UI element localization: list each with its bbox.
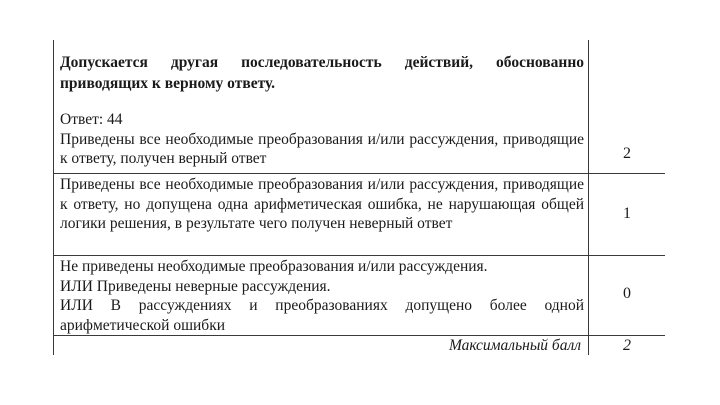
max-score-value: 2 xyxy=(623,337,631,354)
criteria-row-1 xyxy=(60,175,584,234)
max-score-label: Максимальный балл xyxy=(448,337,581,354)
score-cell: 2 xyxy=(623,145,631,162)
row-divider xyxy=(53,255,665,256)
answer-line: Ответ: 44 xyxy=(60,111,123,128)
row-divider xyxy=(53,173,665,174)
score-cell: 1 xyxy=(623,205,631,222)
criterion-line: ИЛИ В рассуждениях и преобразованиях допущено более одной арифметической ошибки xyxy=(60,297,584,334)
grading-criteria-table xyxy=(53,40,665,355)
score-column-divider xyxy=(588,40,589,355)
criterion-line: Не приведены необходимые преобразования и/или рассуждения. xyxy=(60,258,488,275)
row-divider xyxy=(53,335,665,336)
criteria-row-2 xyxy=(60,52,584,169)
criterion-text: Приведены все необходимые преобразования и/или рассуждения, приводящие к ответу, но допущена одна арифметическая ошибка, не нарушающая общей логики решения, в результате чего получен неверный ответ xyxy=(60,176,584,232)
criterion-line: ИЛИ Приведены неверные рассуждения. xyxy=(60,277,331,295)
criteria-row-0 xyxy=(60,257,584,335)
alternative-solution-note: Допускается другая последовательность действий, обоснованно приводящих к верному ответу. xyxy=(60,54,584,92)
criterion-text: Приведены все необходимые преобразования и/или рассуждения, приводящие к ответу, получен верный ответ xyxy=(60,130,584,167)
score-cell: 0 xyxy=(623,285,631,302)
table-left-border xyxy=(53,40,54,355)
